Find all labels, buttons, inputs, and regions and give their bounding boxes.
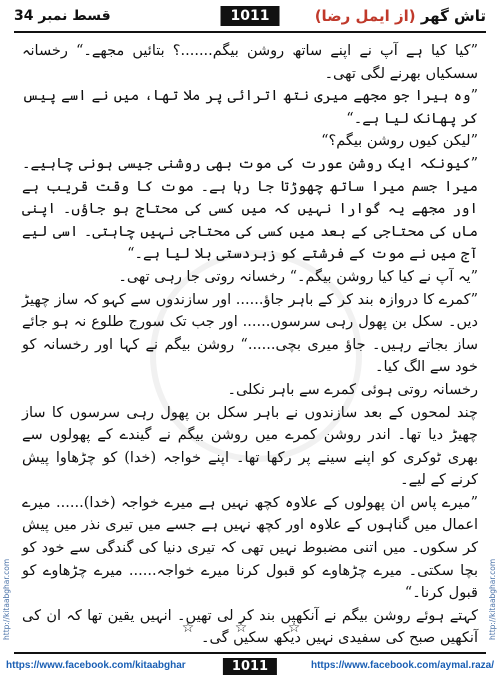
paragraph: کہتے ہوئے روشن بیگم نے آنکھیں بند کر لی تھیں۔ انہیں یقین تھا کہ ان کی آنکھیں صبح کی سفیدی نہیں دیکھ سکیں گی۔: [22, 607, 478, 647]
paragraph: ”لیکن کیوں روشن بیگم؟“: [321, 133, 478, 150]
story-text: [22, 40, 478, 647]
side-watermark-right: http://kitaabghar.com: [488, 558, 497, 640]
paragraph: ”کمرے کا دروازہ بند کر کے باہر جاؤ...... اور سازندوں سے کہو کہ ساز چھیڑ دیں۔ سکل بن پھول رہی سرسوں...... اور جب تک سورج طلوع نہ ہو جائے ساز بجاتے رہیں۔ جاؤ میری بچی......“ روشن بیگم نے کہا اور رخسانہ کو خود سے الگ کیا۔: [22, 291, 478, 376]
paragraph: ”کیونکہ ایک روشن عورت کی موت بھی روشنی جیسی ہونی چاہیے۔ میرا جسم میرا ساتھ چھوڑتا جا رہا ہے۔ موت کا وقت قریب ہے اور مجھے یہ گوارا نہیں کہ میں کسی کی محتاج ہو جاؤں۔ اپنی ماں کی محتاجی کے بعد میں کسی کی محتاجی نہیں چاہتی۔ اسی لیے آج میں نے موت کے فرشتے کو زبردستی بلا لیا ہے۔“: [22, 155, 478, 263]
page-footer: [0, 658, 500, 678]
page-header: [14, 6, 486, 30]
paragraph: ”وہ ہیرا جو مجھے میری نتھ اترائی پر ملا تھا، میں نے اسے پیس کر پھانک لیا ہے۔“: [22, 88, 478, 127]
paragraph: ”یہ آپ نے کیا کیا روشن بیگم۔“ رخسانہ روتی جا رہی تھی۔: [118, 268, 478, 285]
section-separator: ☆ ☆ ☆: [181, 620, 319, 636]
paragraph: چند لمحوں کے بعد سازندوں نے باہر سکل بن پھول رہی سرسوں کا ساز چھیڑ دیا تھا۔ اندر روشن کمرے میں روشن بیگم نے گیندے کے پھولوں سے بھری ٹوکری کو اپنے سینے پر رکھا تھا۔ اپنے خواجہ (خدا) کو چڑھاوا پیش کرنے کے لیے۔: [22, 404, 478, 489]
author-name: (از ایمل رضا): [314, 7, 416, 25]
title-text: تاش گھر: [420, 7, 486, 25]
paragraph: ”کیا کیا ہے آپ نے اپنے ساتھ روشن بیگم.......؟ بتائیں مجھے۔“ رخسانہ سسکیاں بھرنے لگی تھی۔: [22, 43, 478, 82]
paragraph: ”میرے پاس ان پھولوں کے علاوہ کچھ نہیں ہے میرے خواجہ (خدا)...... میرے اعمال میں گناہوں کے علاوہ اور کچھ نہیں ہے جسے میں تیری نذر میں پیش کر سکوں۔ میں اتنی مضبوط نہیں تھی کہ تیری دنیا کی گندگی سے خود کو بچا سکتی۔ میرے چڑھاوے کو قبول کرنا میرے خواجہ...... میرے چڑھاوے کو قبول کرنا۔“: [22, 494, 478, 602]
footer-rule: [14, 652, 486, 654]
header-page-number: 1011: [221, 6, 280, 26]
footer-page-number: 1011: [223, 658, 277, 675]
paragraph: رخسانہ روتی ہوئی کمرے سے باہر نکلی۔: [227, 381, 478, 398]
episode-label: قسط نمبر 34: [14, 8, 111, 24]
novel-title: [315, 7, 486, 25]
header-rule: [14, 31, 486, 33]
author-facebook-link[interactable]: https://www.facebook.com/aymal.raza/: [310, 660, 494, 671]
side-watermark-left: http://kitaabghar.com: [2, 558, 11, 640]
kitaabghar-facebook-link[interactable]: https://www.facebook.com/kitaabghar: [6, 660, 186, 671]
